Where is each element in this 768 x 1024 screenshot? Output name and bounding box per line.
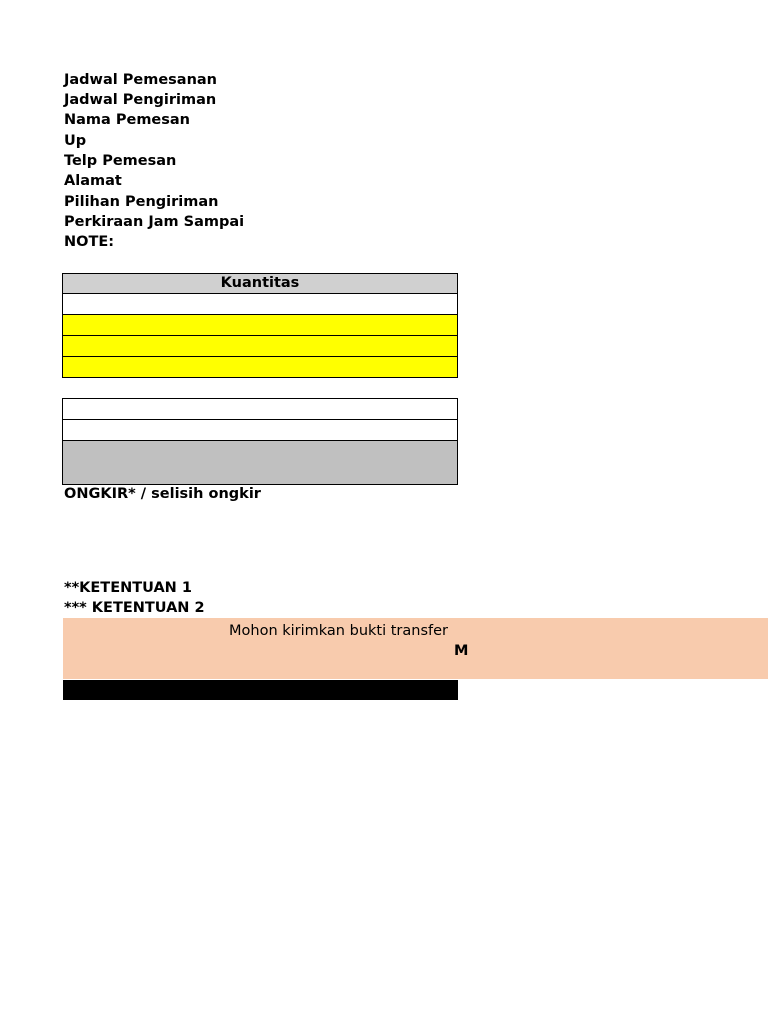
ongkir-label: ONGKIR* / selisih ongkir xyxy=(64,486,261,502)
label-note: NOTE: xyxy=(64,234,115,250)
label-alamat: Alamat xyxy=(64,173,122,189)
quantity-table-header: Kuantitas xyxy=(63,274,457,294)
summary-table-total-cell[interactable] xyxy=(63,441,457,485)
label-up: Up xyxy=(64,133,87,149)
summary-table xyxy=(62,398,458,485)
notice-line-2-fragment: M xyxy=(454,643,469,659)
label-jadwal-pengiriman: Jadwal Pengiriman xyxy=(64,92,217,108)
notice-line-2-clip xyxy=(63,618,469,679)
black-divider-bar xyxy=(63,680,458,700)
transfer-notice-banner xyxy=(63,618,768,679)
label-nama-pemesan: Nama Pemesan xyxy=(64,112,191,128)
notice-line-1: Mohon kirimkan bukti transfer xyxy=(229,623,448,639)
label-pilihan-pengiriman: Pilihan Pengiriman xyxy=(64,194,219,210)
ketentuan-1-label: **KETENTUAN 1 xyxy=(64,580,192,596)
label-jadwal-pemesanan: Jadwal Pemesanan xyxy=(64,72,218,88)
label-perkiraan-jam-sampai: Perkiraan Jam Sampai xyxy=(64,214,245,230)
quantity-table-row-highlighted[interactable] xyxy=(63,336,457,357)
quantity-table-row[interactable] xyxy=(63,294,457,315)
summary-table-row[interactable] xyxy=(63,399,457,420)
quantity-table-row-highlighted[interactable] xyxy=(63,357,457,378)
label-telp-pemesan: Telp Pemesan xyxy=(64,153,177,169)
ketentuan-2-label: *** KETENTUAN 2 xyxy=(64,600,205,616)
quantity-table-row-highlighted[interactable] xyxy=(63,315,457,336)
summary-table-row[interactable] xyxy=(63,420,457,441)
quantity-table xyxy=(62,273,458,378)
